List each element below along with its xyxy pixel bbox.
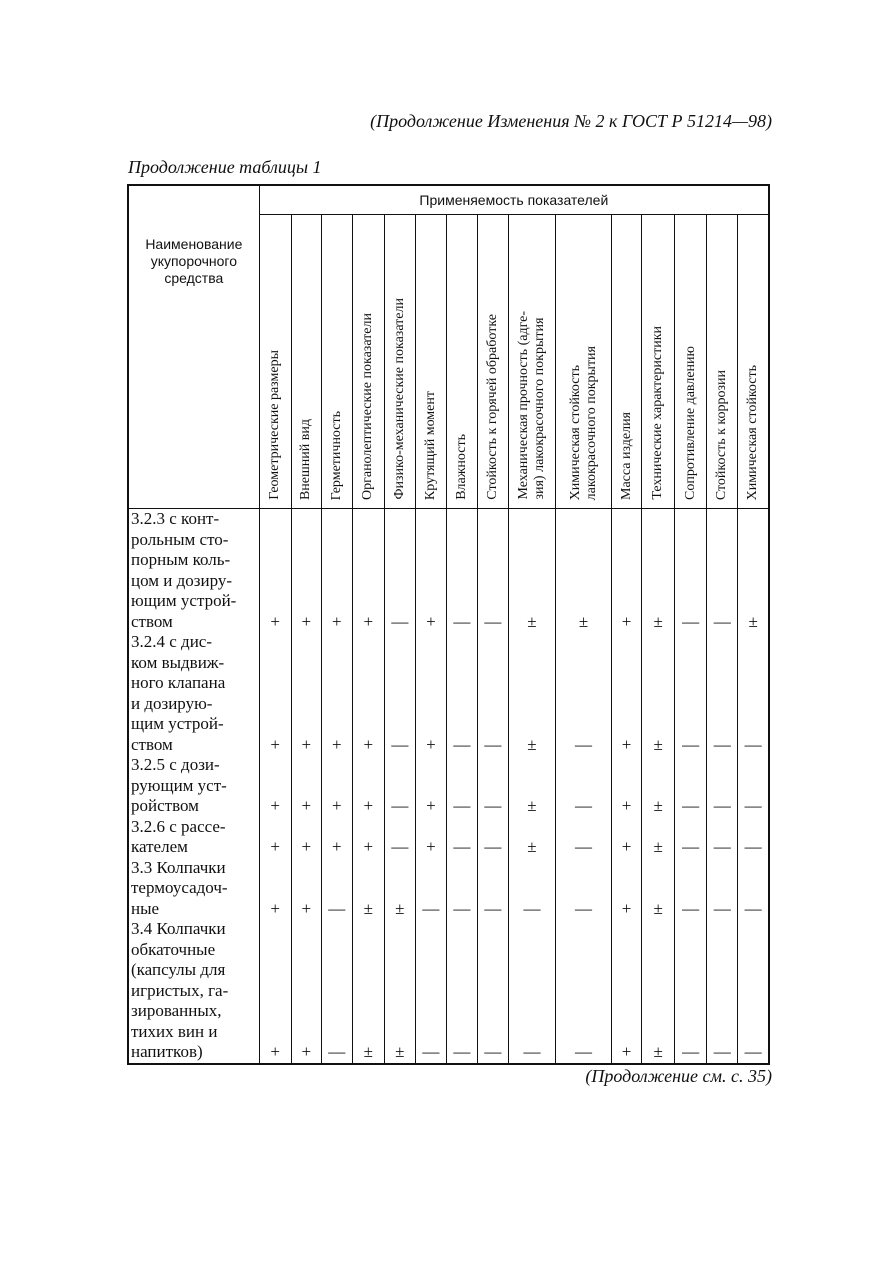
closure-name-line: ством bbox=[131, 611, 173, 631]
column-header bbox=[415, 215, 446, 509]
applicability-mark: + bbox=[352, 632, 384, 755]
table-row bbox=[128, 817, 769, 858]
table-body bbox=[128, 509, 769, 1064]
applicability-mark: — bbox=[446, 632, 477, 755]
applicability-mark: + bbox=[259, 858, 291, 920]
column-header-label: Геометрические размеры bbox=[267, 350, 283, 500]
closure-name-line: ного клапана bbox=[131, 673, 226, 692]
closure-name-line: рольным сто- bbox=[131, 529, 229, 549]
applicability-mark: + bbox=[259, 509, 291, 633]
closure-name-line: тихих вин и bbox=[131, 1021, 218, 1041]
table-row bbox=[128, 509, 769, 633]
column-header-label: Механическая прочность (адге- зия) лакокрасочного покрытия bbox=[515, 311, 547, 500]
applicability-mark: — bbox=[508, 919, 555, 1064]
applicability-mark: — bbox=[556, 755, 612, 817]
applicability-mark: ± bbox=[642, 919, 675, 1064]
closure-name-cell bbox=[128, 817, 259, 858]
closure-name-line: термоусадоч- bbox=[131, 878, 228, 897]
applicability-mark: ± bbox=[642, 858, 675, 920]
column-header bbox=[642, 215, 675, 509]
applicability-mark: — bbox=[415, 858, 446, 920]
applicability-mark: ± bbox=[642, 817, 675, 858]
applicability-mark: — bbox=[556, 817, 612, 858]
table-caption: Продолжение таблицы 1 bbox=[128, 157, 322, 177]
applicability-mark: + bbox=[352, 509, 384, 633]
applicability-mark: — bbox=[477, 858, 508, 920]
applicability-mark: — bbox=[738, 632, 769, 755]
applicability-mark: — bbox=[707, 755, 738, 817]
applicability-mark: ± bbox=[352, 858, 384, 920]
applicability-mark: — bbox=[446, 919, 477, 1064]
applicability-mark: — bbox=[508, 858, 555, 920]
closure-name-line: ные bbox=[131, 898, 160, 918]
column-header bbox=[446, 215, 477, 509]
closure-name-cell bbox=[128, 755, 259, 817]
applicability-mark: — bbox=[446, 817, 477, 858]
applicability-mark: — bbox=[707, 632, 738, 755]
column-header-label: Масса изделия bbox=[618, 412, 634, 500]
column-header-label: Физико-механические показатели bbox=[391, 298, 407, 500]
applicability-mark: — bbox=[675, 632, 707, 755]
applicability-mark: ± bbox=[352, 919, 384, 1064]
closure-name-line: обкаточные bbox=[131, 939, 216, 959]
applicability-mark: + bbox=[415, 755, 446, 817]
applicability-mark: + bbox=[612, 858, 642, 920]
closure-name-line: щим устрой- bbox=[131, 714, 224, 733]
applicability-mark: + bbox=[321, 509, 352, 633]
applicability-mark: + bbox=[612, 919, 642, 1064]
column-header bbox=[556, 215, 612, 509]
applicability-mark: — bbox=[738, 755, 769, 817]
applicability-mark: — bbox=[675, 509, 707, 633]
applicability-mark: — bbox=[321, 858, 352, 920]
column-header bbox=[384, 215, 415, 509]
applicability-mark: + bbox=[612, 632, 642, 755]
applicability-mark: — bbox=[384, 509, 415, 633]
column-header bbox=[321, 215, 352, 509]
column-header bbox=[612, 215, 642, 509]
applicability-mark: + bbox=[259, 919, 291, 1064]
applicability-mark: + bbox=[291, 919, 321, 1064]
applicability-mark: + bbox=[291, 509, 321, 633]
closure-name-cell bbox=[128, 509, 259, 633]
column-header bbox=[352, 215, 384, 509]
column-header-label: Органолептические показатели bbox=[360, 313, 376, 500]
column-header bbox=[508, 215, 555, 509]
applicability-mark: — bbox=[384, 755, 415, 817]
applicability-mark: ± bbox=[384, 919, 415, 1064]
closure-name-line: кателем bbox=[131, 837, 188, 856]
closure-name-line: 3.2.6 с рассе- bbox=[131, 816, 226, 836]
closure-name-line: 3.2.4 с дис- bbox=[131, 632, 212, 651]
applicability-mark: — bbox=[556, 919, 612, 1064]
table-row bbox=[128, 858, 769, 920]
closure-name-cell bbox=[128, 919, 259, 1064]
closure-name-line: ройством bbox=[131, 796, 199, 815]
closure-name-line: 3.4 Колпачки bbox=[131, 919, 226, 938]
applicability-mark: — bbox=[675, 919, 707, 1064]
applicability-mark: — bbox=[321, 919, 352, 1064]
closure-name-line: порным коль- bbox=[131, 550, 231, 569]
column-header bbox=[259, 215, 291, 509]
applicability-mark: + bbox=[415, 632, 446, 755]
column-header-label: Герметичность bbox=[328, 410, 344, 500]
applicability-mark: + bbox=[259, 817, 291, 858]
applicability-mark: + bbox=[612, 755, 642, 817]
applicability-mark: + bbox=[352, 755, 384, 817]
applicability-mark: + bbox=[321, 755, 352, 817]
applicability-mark: ± bbox=[642, 509, 675, 633]
closure-name-line: зированных, bbox=[131, 1001, 222, 1020]
applicability-mark: + bbox=[612, 509, 642, 633]
applicability-mark: — bbox=[446, 755, 477, 817]
closure-name-line: ком выдвиж- bbox=[131, 652, 225, 672]
applicability-mark: — bbox=[477, 817, 508, 858]
applicability-mark: — bbox=[384, 632, 415, 755]
applicability-mark: ± bbox=[508, 509, 555, 633]
column-header-label: Стойкость к коррозии bbox=[714, 369, 730, 500]
closure-name-line: рующим уст- bbox=[131, 775, 227, 795]
closure-name-cell bbox=[128, 632, 259, 755]
column-header-label: Химическая стойкость bbox=[745, 364, 761, 500]
column-header bbox=[707, 215, 738, 509]
applicability-mark: — bbox=[738, 919, 769, 1064]
applicability-mark: — bbox=[675, 858, 707, 920]
applicability-mark: — bbox=[707, 509, 738, 633]
applicability-mark: + bbox=[321, 817, 352, 858]
applicability-mark: + bbox=[291, 817, 321, 858]
closure-name-line: и дозирую- bbox=[131, 693, 213, 713]
applicability-mark: — bbox=[556, 632, 612, 755]
applicability-group-header: Применяемость показателей bbox=[259, 185, 769, 215]
applicability-mark: + bbox=[415, 817, 446, 858]
applicability-mark: — bbox=[738, 817, 769, 858]
applicability-mark: ± bbox=[384, 858, 415, 920]
applicability-mark: + bbox=[259, 632, 291, 755]
column-header-label: Технические характеристики bbox=[650, 326, 666, 500]
applicability-mark: — bbox=[477, 919, 508, 1064]
applicability-mark: ± bbox=[508, 755, 555, 817]
applicability-mark: + bbox=[352, 817, 384, 858]
applicability-mark: — bbox=[707, 919, 738, 1064]
applicability-mark: ± bbox=[508, 817, 555, 858]
applicability-mark: — bbox=[477, 755, 508, 817]
closure-name-line: игристых, га- bbox=[131, 980, 229, 1000]
applicability-mark: ± bbox=[556, 509, 612, 633]
applicability-mark: + bbox=[415, 509, 446, 633]
applicability-mark: — bbox=[415, 919, 446, 1064]
applicability-mark: — bbox=[477, 509, 508, 633]
closure-name-line: (капсулы для bbox=[131, 960, 226, 979]
column-header-label: Сопротивление давлению bbox=[682, 346, 698, 500]
closure-name-line: 3.2.3 с конт- bbox=[131, 509, 220, 528]
closure-name-cell bbox=[128, 858, 259, 920]
column-header-label: Стойкость к горячей обработке bbox=[484, 314, 500, 500]
applicability-mark: — bbox=[707, 817, 738, 858]
applicability-mark: + bbox=[291, 755, 321, 817]
name-column-header: Наименование укупорочного средства bbox=[128, 185, 259, 509]
applicability-table bbox=[127, 184, 770, 1065]
applicability-mark: ± bbox=[738, 509, 769, 633]
table-row bbox=[128, 632, 769, 755]
applicability-mark: ± bbox=[642, 632, 675, 755]
applicability-mark: — bbox=[675, 817, 707, 858]
applicability-mark: — bbox=[675, 755, 707, 817]
applicability-mark: + bbox=[291, 858, 321, 920]
column-header bbox=[675, 215, 707, 509]
column-header bbox=[477, 215, 508, 509]
column-header-label: Внешний вид bbox=[298, 418, 314, 500]
applicability-mark: — bbox=[384, 817, 415, 858]
applicability-mark: — bbox=[556, 858, 612, 920]
column-header bbox=[738, 215, 769, 509]
applicability-mark: + bbox=[321, 632, 352, 755]
column-header bbox=[291, 215, 321, 509]
amendment-header-note: (Продолжение Изменения № 2 к ГОСТ Р 51214—98) bbox=[370, 111, 772, 131]
column-header-label: Химическая стойкость лакокрасочного покрытия bbox=[567, 345, 599, 500]
applicability-mark: — bbox=[738, 858, 769, 920]
applicability-mark: — bbox=[446, 858, 477, 920]
continuation-note: (Продолжение см. с. 35) bbox=[585, 1066, 772, 1086]
table-row bbox=[128, 755, 769, 817]
applicability-mark: ± bbox=[508, 632, 555, 755]
applicability-mark: + bbox=[259, 755, 291, 817]
closure-name-line: 3.3 Колпачки bbox=[131, 857, 226, 877]
applicability-mark: — bbox=[446, 509, 477, 633]
column-header-label: Влажность bbox=[453, 434, 469, 500]
closure-name-line: напитков) bbox=[131, 1042, 203, 1061]
closure-name-line: цом и дозиру- bbox=[131, 570, 233, 590]
column-header-label: Крутящий момент bbox=[422, 390, 438, 500]
applicability-mark: + bbox=[291, 632, 321, 755]
closure-name-line: ющим устрой- bbox=[131, 591, 237, 610]
applicability-mark: — bbox=[707, 858, 738, 920]
table-row bbox=[128, 919, 769, 1064]
closure-name-line: 3.2.5 с дози- bbox=[131, 755, 220, 774]
closure-name-line: ством bbox=[131, 734, 173, 754]
applicability-mark: ± bbox=[642, 755, 675, 817]
applicability-mark: — bbox=[477, 632, 508, 755]
applicability-mark: + bbox=[612, 817, 642, 858]
